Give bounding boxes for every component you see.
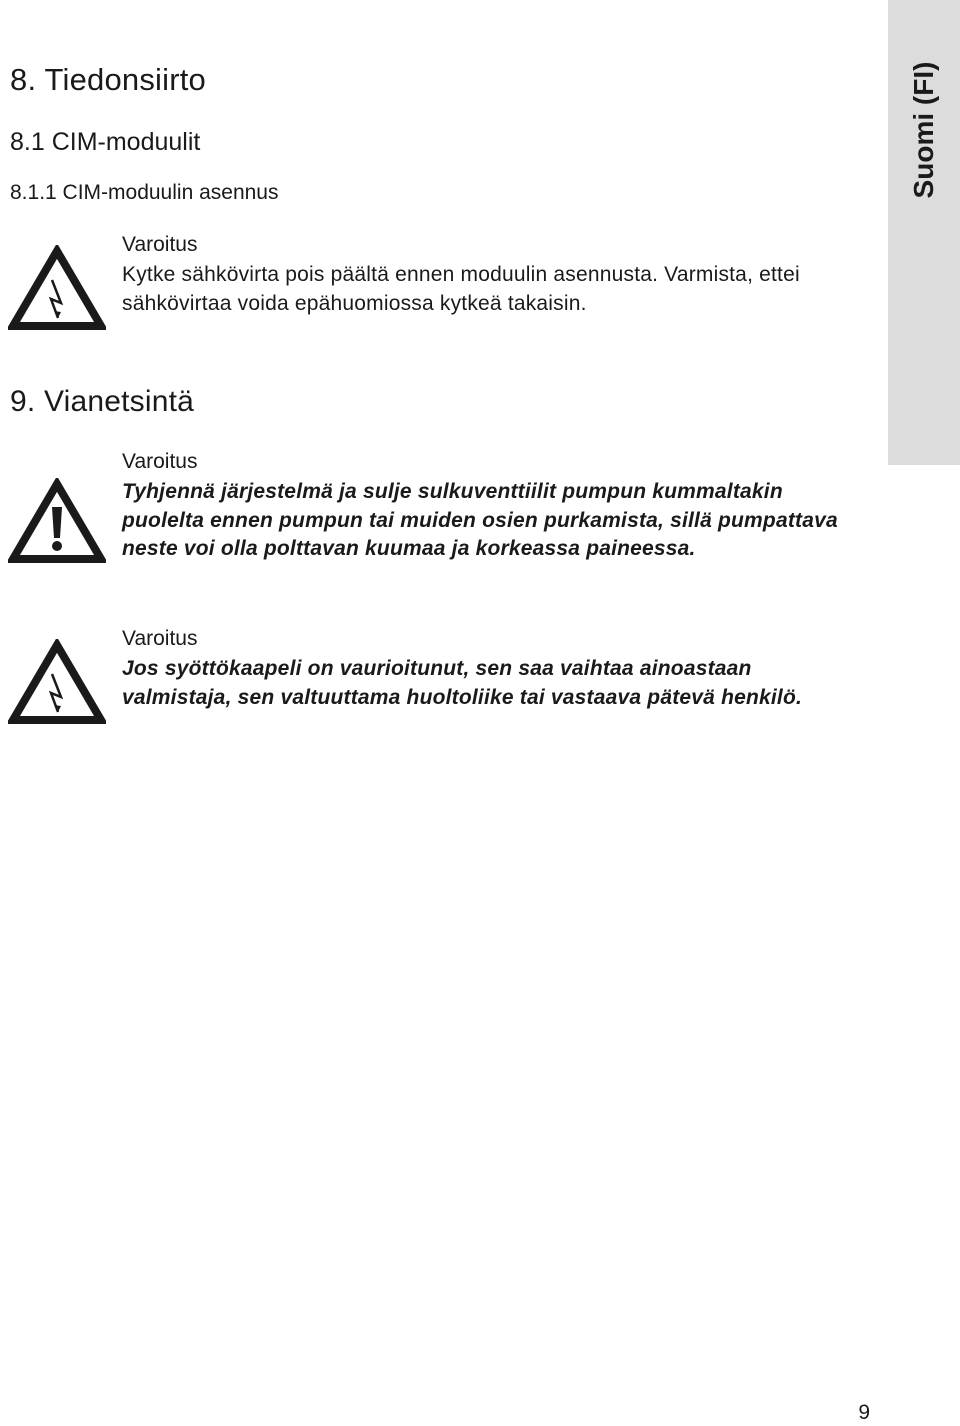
warning-block-2	[0, 448, 880, 598]
language-tab	[888, 0, 960, 465]
warning-text: Kytke sähkövirta pois päältä ennen moduulin asennusta. Varmista, ettei sähkövirtaa voida epähuomiossa kytkeä takaisin.	[122, 263, 800, 315]
section-heading-9: 9. Vianetsintä	[10, 385, 195, 418]
warning-text: Tyhjennä järjestelmä ja sulje sulkuventtiilit pumpun kummaltakin puolelta ennen pumpun tai muiden osien purkamista, sillä pumpattava neste voi olla polttavan kuumaa ja korkeassa paineessa.	[122, 480, 838, 561]
section-heading-8-1-1: 8.1.1 CIM-moduulin asennus	[10, 181, 279, 204]
warning-block-1	[0, 231, 880, 361]
page-number: 9	[858, 1401, 870, 1424]
warning-text: Jos syöttökaapeli on vaurioitunut, sen saa vaihtaa ainoastaan valmistaja, sen valtuuttama huoltoliike tai vastaava pätevä henkilö.	[122, 657, 803, 709]
electric-shock-warning-icon	[8, 639, 106, 725]
warning-block-3	[0, 625, 880, 755]
exclamation-warning-icon	[8, 478, 106, 564]
warning-title: Varoitus	[122, 233, 198, 256]
electric-shock-warning-icon	[8, 245, 106, 331]
warning-title: Varoitus	[122, 450, 198, 473]
warning-title: Varoitus	[122, 627, 198, 650]
section-heading-8-1: 8.1 CIM-moduulit	[10, 128, 201, 156]
section-heading-8: 8. Tiedonsiirto	[10, 62, 206, 97]
language-tab-label: Suomi (FI)	[908, 61, 939, 199]
